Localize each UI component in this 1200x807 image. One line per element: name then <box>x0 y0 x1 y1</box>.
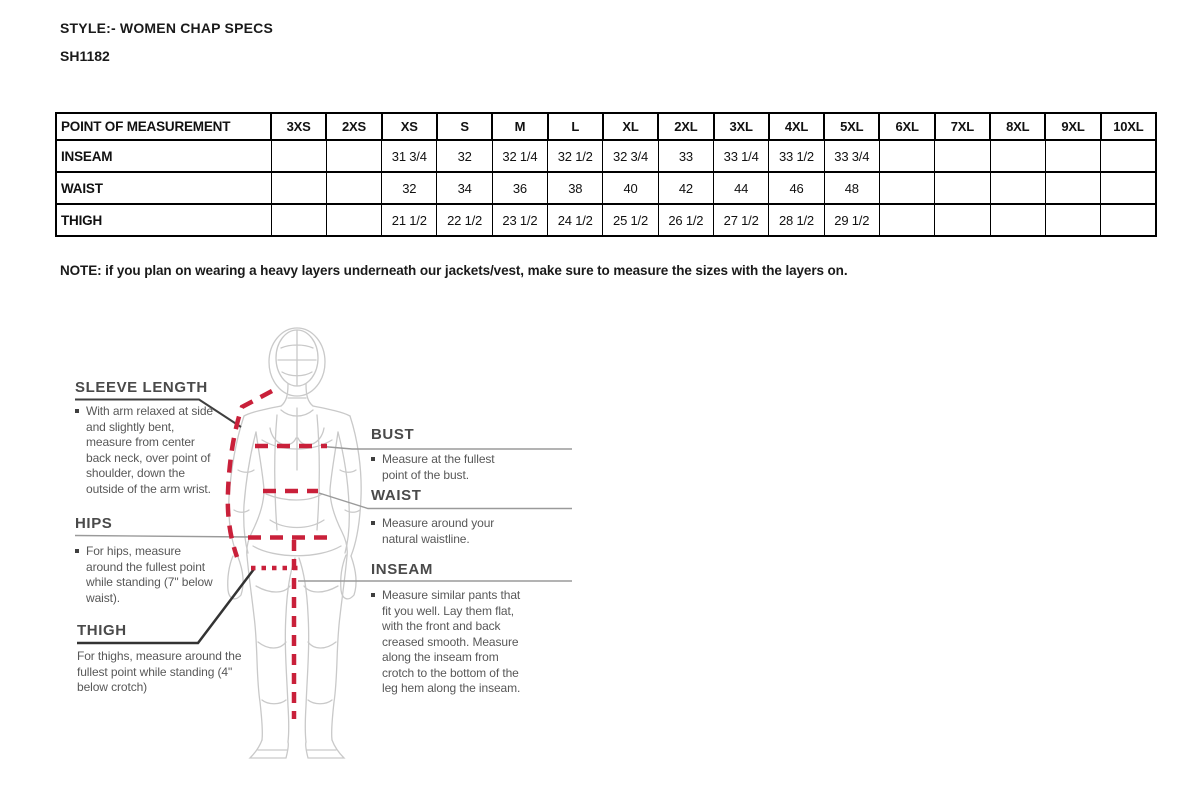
layers-note: NOTE: if you plan on wearing a heavy layers underneath our jackets/vest, make sure to measure the sizes with the layers on. <box>60 263 848 278</box>
measurement-cell <box>326 204 381 236</box>
col-header-size: 7XL <box>935 113 990 140</box>
measurement-cell: 32 3/4 <box>603 140 658 172</box>
measurement-cell: 26 1/2 <box>658 204 713 236</box>
measurement-cell <box>271 172 326 204</box>
col-header-size: 9XL <box>1045 113 1100 140</box>
col-header-size: 5XL <box>824 113 879 140</box>
col-header-size: 8XL <box>990 113 1045 140</box>
measurement-cell <box>990 172 1045 204</box>
measurement-cell <box>326 172 381 204</box>
row-label: THIGH <box>56 204 271 236</box>
measurement-cell: 34 <box>437 172 492 204</box>
measurement-cell: 44 <box>714 172 769 204</box>
waist-label: WAIST <box>371 487 422 504</box>
col-header-point-of-measurement: POINT OF MEASUREMENT <box>56 113 271 140</box>
col-header-size: XS <box>382 113 437 140</box>
measurement-cell: 31 3/4 <box>382 140 437 172</box>
table-row <box>56 172 1156 204</box>
measurement-cell: 32 1/2 <box>548 140 603 172</box>
measurement-cell <box>1045 204 1100 236</box>
measurement-cell <box>271 204 326 236</box>
thigh-label: THIGH <box>77 622 127 639</box>
measurement-cell <box>1101 204 1156 236</box>
size-chart-section <box>55 112 1155 237</box>
col-header-size: 6XL <box>879 113 934 140</box>
bust-description: Measure at the fullest point of the bust. <box>369 452 507 483</box>
measurement-cell <box>271 140 326 172</box>
measurement-cell: 32 <box>437 140 492 172</box>
measurement-cell <box>935 140 990 172</box>
waist-description: Measure around your natural waistline. <box>369 516 507 547</box>
measurement-cell: 23 1/2 <box>492 204 547 236</box>
sleeve-length-description: With arm relaxed at side and slightly bent, measure from center back neck, over point of shoulder, down the outside of the arm wrist. <box>73 404 215 497</box>
col-header-size: XL <box>603 113 658 140</box>
measurement-cell <box>990 140 1045 172</box>
measurement-cell: 40 <box>603 172 658 204</box>
measurement-cell: 48 <box>824 172 879 204</box>
measurement-cell: 29 1/2 <box>824 204 879 236</box>
measurement-cell: 33 3/4 <box>824 140 879 172</box>
col-header-size: 2XL <box>658 113 713 140</box>
row-label: INSEAM <box>56 140 271 172</box>
measurement-cell <box>1045 172 1100 204</box>
measurement-cell <box>1045 140 1100 172</box>
sleeve-length-label: SLEEVE LENGTH <box>75 379 208 396</box>
bust-label: BUST <box>371 426 415 443</box>
col-header-size: 2XS <box>326 113 381 140</box>
style-title: STYLE:- WOMEN CHAP SPECS <box>60 20 274 36</box>
col-header-size: 10XL <box>1101 113 1156 140</box>
inseam-label: INSEAM <box>371 561 433 578</box>
measurement-cell: 33 1/4 <box>714 140 769 172</box>
measurement-cell <box>935 204 990 236</box>
size-table <box>55 112 1157 237</box>
measurement-cell: 24 1/2 <box>548 204 603 236</box>
style-code: SH1182 <box>60 48 110 64</box>
measurement-cell <box>1101 140 1156 172</box>
bust-leader-line <box>323 447 572 450</box>
measurement-cell: 25 1/2 <box>603 204 658 236</box>
measurement-cell: 32 1/4 <box>492 140 547 172</box>
measurement-cell <box>935 172 990 204</box>
measurement-cell <box>1101 172 1156 204</box>
table-body <box>56 140 1156 236</box>
measurement-cell <box>990 204 1045 236</box>
measurement-cell: 27 1/2 <box>714 204 769 236</box>
measurement-cell <box>879 204 934 236</box>
col-header-size: S <box>437 113 492 140</box>
hips-description: For hips, measure around the fullest point while standing (7" below waist). <box>73 544 218 606</box>
measurement-cell: 21 1/2 <box>382 204 437 236</box>
hips-label: HIPS <box>75 515 113 532</box>
measurement-cell: 32 <box>382 172 437 204</box>
table-row <box>56 140 1156 172</box>
col-header-size: 3XL <box>714 113 769 140</box>
col-header-size: 3XS <box>271 113 326 140</box>
col-header-size: M <box>492 113 547 140</box>
measurement-cell <box>879 172 934 204</box>
table-header-row <box>56 113 1156 140</box>
measurement-cell: 42 <box>658 172 713 204</box>
measurement-cell: 46 <box>769 172 824 204</box>
measurement-cell: 38 <box>548 172 603 204</box>
sleeve-measure-line <box>228 391 272 557</box>
table-row <box>56 204 1156 236</box>
waist-leader-line <box>319 493 572 509</box>
row-label: WAIST <box>56 172 271 204</box>
inseam-description: Measure similar pants that fit you well. Lay them flat, with the front and back creased smooth. Measure along the inseam from crotch to the bottom of the leg hem along the inseam. <box>369 588 527 697</box>
measurement-cell <box>326 140 381 172</box>
hips-leader-line <box>75 536 251 538</box>
col-header-size: 4XL <box>769 113 824 140</box>
measurement-cell: 36 <box>492 172 547 204</box>
measurement-cell: 28 1/2 <box>769 204 824 236</box>
measurement-cell <box>879 140 934 172</box>
thigh-description: For thighs, measure around the fullest point while standing (4" below crotch) <box>77 649 242 694</box>
measurement-cell: 33 <box>658 140 713 172</box>
col-header-size: L <box>548 113 603 140</box>
measurement-cell: 33 1/2 <box>769 140 824 172</box>
measurement-cell: 22 1/2 <box>437 204 492 236</box>
